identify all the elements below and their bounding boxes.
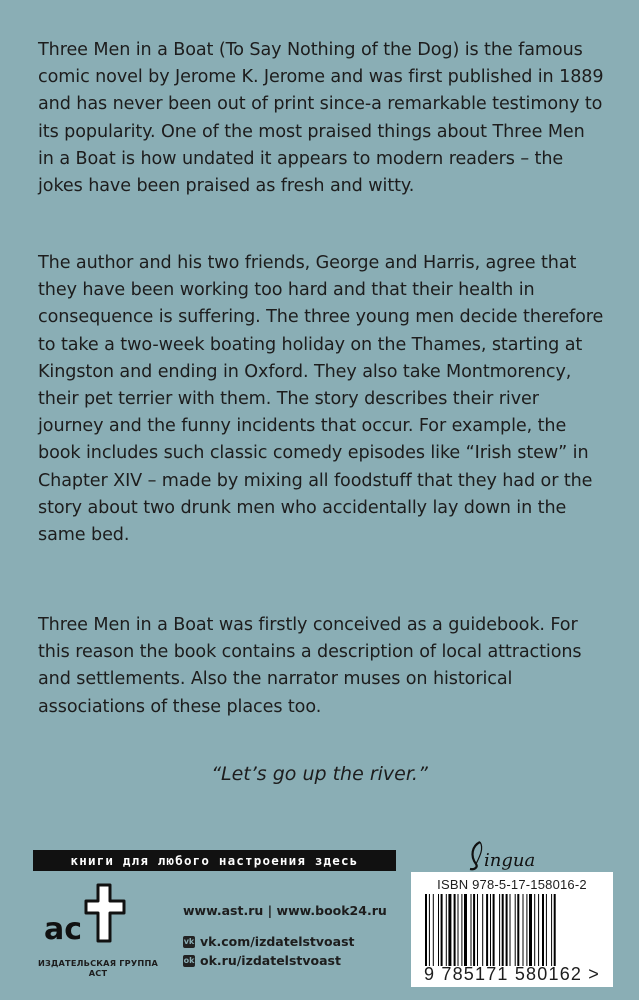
ok-link[interactable]: ok.ru/izdatelstvoast bbox=[200, 953, 341, 968]
description-paragraph-2: The author and his two friends, George and Harris, agree that they have been working too hard and that their health in consequence is suffering. The three young men decide therefore to take a two-week boating holiday on the Thames, starting at Kingston and ending in Oxford. They also take Montmorency, their pet terrier with them. The story describes their river journey and the funny incidents that occur. For example, the book includes such classic comedy episodes like “Irish stew” in Chapter XIV – made by mixing all foodstuff that they had or the story about two drunk men who accidentally lay down in the same bed. bbox=[38, 253, 604, 546]
publisher-links bbox=[183, 903, 403, 970]
ast-logo bbox=[38, 879, 148, 953]
tagline-banner: книги для любого настроения здесь bbox=[33, 850, 396, 871]
description-paragraph-3: Three Men in a Boat was firstly conceived as a guidebook. For this reason the book contains a description of local attractions and settlements. Also the narrator muses on historical associations of these places too. bbox=[38, 615, 582, 717]
description-paragraph-1: Three Men in a Boat (To Say Nothing of the Dog) is the famous comic novel by Jerome K. Jerome and was first published in 1889 and has never been out of print since-a remarkable testimony to its popularity. One of the most praised things about Three Men in a Boat is how undated it appears to modern readers – the jokes have been praised as fresh and witty. bbox=[38, 40, 604, 197]
website-links[interactable]: www.ast.ru | www.book24.ru bbox=[183, 903, 387, 918]
isbn-label: ISBN 978-5-17-158016-2 bbox=[437, 877, 587, 892]
lingua-logo bbox=[458, 838, 558, 872]
quote: “Let’s go up the river.” bbox=[211, 763, 428, 785]
barcode-digits: 9 785171 580162 > bbox=[423, 964, 601, 984]
svg-text:ас: ас bbox=[44, 912, 83, 947]
vk-icon: vk bbox=[183, 936, 195, 946]
vk-link[interactable]: vk.com/izdatelstvoast bbox=[200, 934, 355, 949]
publisher-name: ИЗДАТЕЛЬСКАЯ ГРУППА АСТ bbox=[37, 958, 159, 978]
barcode-bars bbox=[423, 894, 601, 966]
isbn-barcode bbox=[411, 872, 613, 987]
ok-icon: ok bbox=[183, 955, 195, 965]
svg-text:ingua: ingua bbox=[484, 850, 536, 871]
